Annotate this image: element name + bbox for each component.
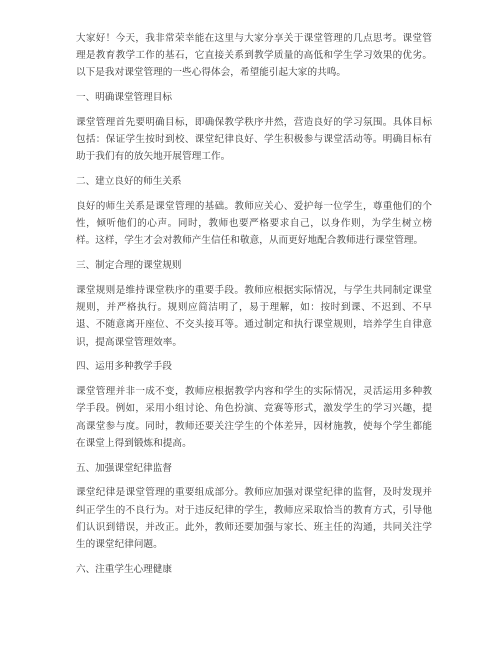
section-body-1: 课堂管理首先要明确目标，即确保教学秩序井然，营造良好的学习氛围。具体目标包括：保证学生按时到校、课堂纪律良好、学生积极参与课堂活动等。明确目标有助于我们有的放矢地开展管理工作。: [76, 117, 432, 163]
section-heading-3: 三、制定合理的课堂规则: [76, 260, 182, 272]
section-heading-1: 一、明确课堂管理目标: [76, 92, 172, 104]
section-heading-6: 六、注重学生心理健康: [76, 563, 172, 575]
section-body-5: 课堂纪律是课堂管理的重要组成部分。教师应加强对课堂纪律的监督，及时发现并纠正学生的不良行为。对于违反纪律的学生，教师应采取恰当的教育方式，引导他们认识到错误，并改正。此外，教师还要加强与家长、班主任的沟通，共同关注学生的课堂纪律问题。: [76, 487, 432, 551]
section-body-2: 良好的师生关系是课堂管理的基础。教师应关心、爱护每一位学生，尊重他们的个性，倾听他们的心声。同时，教师也要严格要求自己，以身作则，为学生树立榜样。这样，学生才会对教师产生信任和敬意，从而更好地配合教师进行课堂管理。: [76, 201, 432, 247]
section-body-3: 课堂规则是维持课堂秩序的重要手段。教师应根据实际情况，与学生共同制定课堂规则，并严格执行。规则应简洁明了，易于理解，如：按时到课、不迟到、不早退、不随意离开座位、不交头接耳等。通过制定和执行课堂规则，培养学生自律意识，提高课堂管理效率。: [76, 285, 432, 348]
section-heading-4: 四、运用多种教学手段: [76, 361, 172, 373]
section-heading-5: 五、加强课堂纪律监督: [76, 462, 172, 474]
intro-paragraph: 大家好！今天，我非常荣幸能在这里与大家分享关于课堂管理的几点思考。课堂管理是教育教学工作的基石，它直接关系到教学质量的高低和学生学习效果的优劣。以下是我对课堂管理的一些心得体会，希望能引起大家的共鸣。: [76, 33, 432, 79]
section-heading-2: 二、建立良好的师生关系: [76, 176, 182, 188]
section-body-4: 课堂管理并非一成不变，教师应根据教学内容和学生的实际情况，灵活运用多种教学手段。例如，采用小组讨论、角色扮演、竞赛等形式，激发学生的学习兴趣，提高课堂参与度。同时，教师还要关注学生的个体差异，因材施教，使每个学生都能在课堂上得到锻炼和提高。: [76, 386, 432, 449]
document-page: [76, 30, 432, 578]
